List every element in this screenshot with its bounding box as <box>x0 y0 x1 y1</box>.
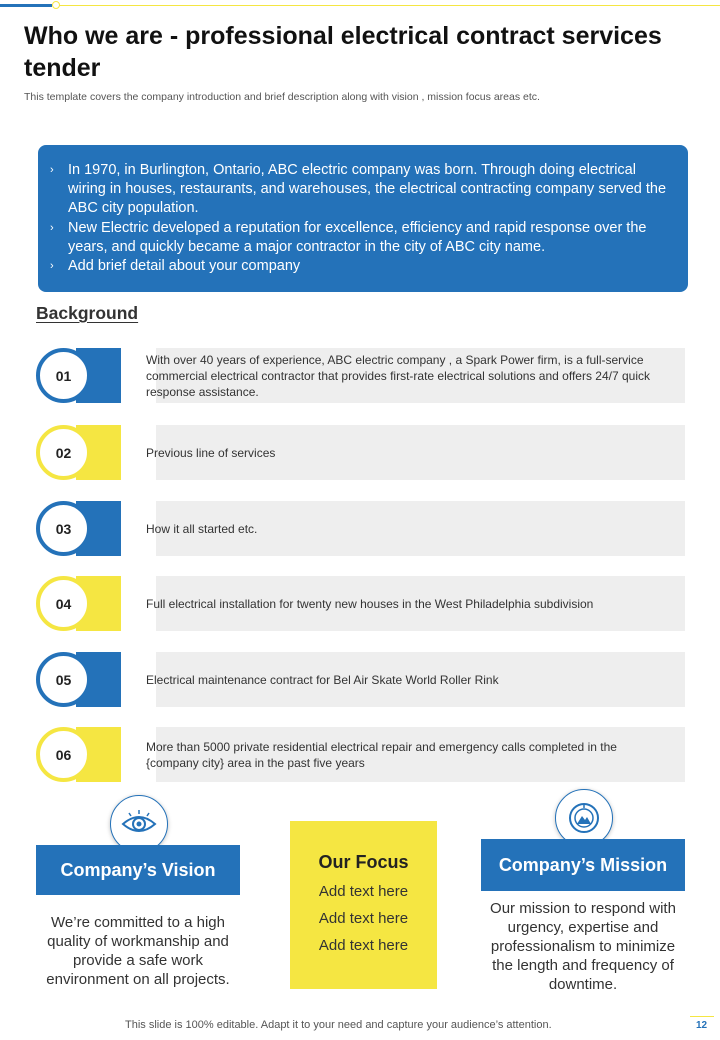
row-number: 04 <box>36 576 91 631</box>
row-text: Previous line of services <box>146 445 276 460</box>
top-accent-bar <box>0 4 52 7</box>
background-row <box>36 348 685 403</box>
background-row <box>36 576 685 631</box>
background-heading: Background <box>36 303 139 323</box>
row-text: Full electrical installation for twenty new houses in the West Philadelphia subdivision <box>146 596 594 611</box>
footer-divider <box>690 1016 714 1017</box>
page-number: 12 <box>696 1020 708 1031</box>
focus-item: Add text here <box>318 883 409 900</box>
focus-box <box>290 821 437 989</box>
background-row <box>36 425 685 480</box>
chevron-right-icon: › <box>50 260 54 273</box>
row-number: 01 <box>36 348 91 403</box>
row-number: 05 <box>36 652 91 707</box>
row-text: With over 40 years of experience, ABC electric company , a Spark Power firm, is a full-service commercial electrical contractor that provides first-rate electrical solutions and offers 24/7 quick response assistance. <box>146 352 650 399</box>
intro-item-text: Add brief detail about your company <box>68 258 301 275</box>
row-number: 02 <box>36 425 91 480</box>
mission-text: Our mission to respond with urgency, expertise and professionalism to minimize the length and frequency of downtime. <box>490 900 676 993</box>
background-row <box>36 652 685 707</box>
row-number: 06 <box>36 727 91 782</box>
mission-title: Company’s Mission <box>481 839 685 891</box>
row-text: Electrical maintenance contract for Bel Air Skate World Roller Rink <box>146 672 499 687</box>
top-divider <box>0 5 720 6</box>
page-title: Who we are - professional electrical contract services tender <box>24 22 662 82</box>
row-text: How it all started etc. <box>146 521 258 536</box>
row-text: More than 5000 private residential electrical repair and emergency calls completed in the {company city} area in the past five years <box>146 739 617 770</box>
top-accent-dot <box>52 1 60 9</box>
footer-note: This slide is 100% editable. Adapt it to your need and capture your audience’s attention. <box>125 1019 552 1031</box>
page-subtitle: This template covers the company introduction and brief description along with vision , mission focus areas etc. <box>24 91 540 103</box>
vision-title: Company’s Vision <box>36 845 240 895</box>
row-number: 03 <box>36 501 91 556</box>
intro-item <box>48 257 668 276</box>
vision-text: We’re committed to a high quality of workmanship and provide a safe work environment on all projects. <box>46 914 230 988</box>
focus-title: Our Focus <box>318 852 409 872</box>
focus-list <box>290 878 437 959</box>
focus-item: Add text here <box>318 910 409 927</box>
intro-item <box>48 219 668 257</box>
background-row <box>36 501 685 556</box>
intro-box <box>38 145 688 292</box>
focus-item: Add text here <box>318 937 409 954</box>
intro-item <box>48 161 668 219</box>
chevron-right-icon: › <box>50 221 54 234</box>
intro-item-text: In 1970, in Burlington, Ontario, ABC electric company was born. Through doing electrical wiring in houses, restaurants, and warehouses, the electrical contracting company served the ABC city population. <box>68 162 667 217</box>
chevron-right-icon: › <box>50 164 54 176</box>
intro-item-text: New Electric developed a reputation for excellence, efficiency and rapid response over the years, and quickly became a major contractor in the city of ABC city name. <box>68 219 647 255</box>
background-row <box>36 727 685 782</box>
